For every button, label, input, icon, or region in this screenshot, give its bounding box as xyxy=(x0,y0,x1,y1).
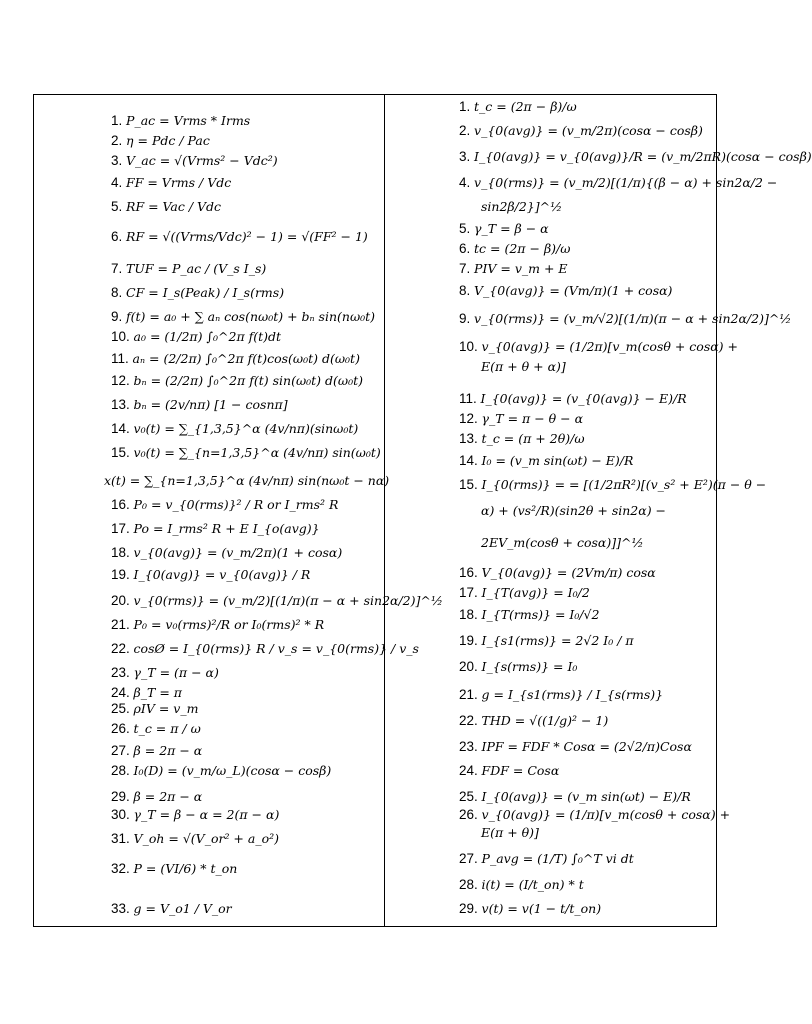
left-formula-33 xyxy=(111,861,237,877)
formula-number: 5. xyxy=(111,199,123,214)
formula-text: P_avg = (1/T) ∫₀^T vi dt xyxy=(481,851,634,866)
formula-text: I_{s(rms)} = I₀ xyxy=(481,659,578,674)
formula-number: 13. xyxy=(459,431,478,446)
formula-text: I₀ = (v_m sin(ωt) − E)/R xyxy=(481,453,634,468)
formula-text: P_ac = Vrms * Irms xyxy=(126,113,251,128)
left-formula-11 xyxy=(111,351,360,367)
formula-text: I_{0(rms)} = = [(1/2πR²)[(v_s² + E²)(π − θ − xyxy=(481,477,767,492)
formula-number: 12. xyxy=(459,411,478,426)
right-formula-17 xyxy=(459,477,766,493)
formula-text: v(t) = v(1 − t/t_on) xyxy=(481,901,602,916)
left-formula-1 xyxy=(111,113,250,129)
formula-text: ρIV = v_m xyxy=(133,701,199,716)
formula-number: 15. xyxy=(459,477,478,492)
formula-text: TUF = P_ac / (V_s I_s) xyxy=(126,261,267,276)
formula-text: γ_T = π − θ − α xyxy=(481,411,584,426)
formula-text: I_{0(avg)} = v_{0(avg)}/R = (v_m/2πR)(cosα − cosβ) xyxy=(474,149,812,164)
formula-number: 29. xyxy=(459,901,478,916)
left-formula-14 xyxy=(111,421,358,437)
right-formula-28 xyxy=(459,763,559,779)
formula-text: I_{0(avg)} = (v_m sin(ωt) − E)/R xyxy=(481,789,691,804)
right-formula-34 xyxy=(459,901,601,917)
left-formula-23 xyxy=(111,641,419,657)
formula-text: η = Pdc / Pac xyxy=(126,133,210,148)
right-formula-22 xyxy=(459,607,599,623)
formula-number: 19. xyxy=(459,633,478,648)
right-formula-29 xyxy=(459,789,691,805)
left-formula-25 xyxy=(111,685,182,701)
formula-number: 20. xyxy=(111,593,130,608)
left-formula-31 xyxy=(111,807,279,823)
right-formula-15 xyxy=(459,431,585,447)
formula-number: 26. xyxy=(459,807,478,822)
formula-number: 28. xyxy=(111,763,130,778)
formula-text: I_{s1(rms)} = 2√2 I₀ / π xyxy=(481,633,634,648)
formula-text: CF = I_s(Peak) / I_s(rms) xyxy=(126,285,285,300)
formula-number: 14. xyxy=(111,421,130,436)
right-formula-25 xyxy=(459,687,663,703)
formula-number: 16. xyxy=(111,497,130,512)
formula-text: tc = (2π − β)/ω xyxy=(474,241,571,256)
formula-number: 24. xyxy=(459,763,478,778)
formula-number: 3. xyxy=(111,153,123,168)
formula-text: I₀(D) = (v_m/ω_L)(cosα − cosβ) xyxy=(133,763,332,778)
formula-text: V_oh = √(V_or² + a_o²) xyxy=(133,831,279,846)
formula-number: 8. xyxy=(459,283,471,298)
formula-number: 11. xyxy=(459,391,477,406)
formula-text: cosØ = I_{0(rms)} R / v_s = v_{0(rms)} / v_s xyxy=(133,641,419,656)
formula-number: 23. xyxy=(459,739,478,754)
formula-number: 18. xyxy=(459,607,478,622)
formula-number: 31. xyxy=(111,831,130,846)
formula-number: 25. xyxy=(459,789,478,804)
formula-number: 30. xyxy=(111,807,130,822)
left-formula-29 xyxy=(111,763,331,779)
right-formula-1 xyxy=(459,99,577,115)
formula-text: γ_T = (π − α) xyxy=(133,665,219,680)
left-formula-17 xyxy=(111,497,338,513)
formula-number: 6. xyxy=(459,241,471,256)
formula-text: t_c = (π + 2θ)/ω xyxy=(481,431,585,446)
formula-number: 7. xyxy=(459,261,471,276)
formula-number: 15. xyxy=(111,445,130,460)
left-formula-18 xyxy=(111,521,320,537)
left-formula-24 xyxy=(111,665,219,681)
formula-text: P₀ = v₀(rms)²/R or I₀(rms)² * R xyxy=(133,617,325,632)
formula-number: 29. xyxy=(111,789,130,804)
right-formula-5 xyxy=(481,199,562,215)
right-formula-23 xyxy=(459,633,634,649)
formula-number: 12. xyxy=(111,373,130,388)
formula-text: 2EV_m(cosθ + cosα)]]^½ xyxy=(481,535,644,550)
formula-text: FDF = Cosα xyxy=(481,763,560,778)
right-formula-2 xyxy=(459,123,703,139)
formula-text: β = 2π − α xyxy=(133,743,203,758)
formula-text: aₙ = (2/2π) ∫₀^2π f(t)cos(ω₀t) d(ω₀t) xyxy=(132,351,360,366)
left-formula-28 xyxy=(111,743,202,759)
formula-text: FF = Vrms / Vdc xyxy=(126,175,232,190)
left-formula-34 xyxy=(111,901,232,917)
right-formula-26 xyxy=(459,713,608,729)
formula-number: 17. xyxy=(111,521,130,536)
formula-number: 6. xyxy=(111,229,123,244)
formula-number: 19. xyxy=(111,567,130,582)
formula-text: bₙ = (2v/nπ) [1 − cosnπ] xyxy=(133,397,288,412)
formula-text: β = 2π − α xyxy=(133,789,203,804)
formula-number: 20. xyxy=(459,659,478,674)
right-formula-7 xyxy=(459,241,570,257)
formula-text: v_{0(avg)} = (1/π)[v_m(cosθ + cosα) + xyxy=(481,807,731,822)
formula-sheet xyxy=(33,94,812,927)
left-formula-30 xyxy=(111,789,202,805)
formula-number: 26. xyxy=(111,721,130,736)
formula-text: g = V_o1 / V_or xyxy=(133,901,232,916)
left-formula-16 xyxy=(104,473,389,489)
right-formula-11 xyxy=(459,339,738,355)
formula-text: v_{0(avg)} = (1/2π)[v_m(cosθ + cosα) + xyxy=(481,339,739,354)
formula-text: x(t) = ∑_{n=1,3,5}^α (4v/nπ) sin(nω₀t − nα) xyxy=(104,473,390,488)
formula-number: 9. xyxy=(459,311,471,326)
formula-text: v_{0(avg)} = (v_m/2π)(cosα − cosβ) xyxy=(474,123,703,138)
formula-text: V_{0(avg)} = (2Vm/π) cosα xyxy=(481,565,656,580)
right-formula-4 xyxy=(459,175,777,191)
formula-number: 10. xyxy=(459,339,478,354)
formula-text: v₀(t) = ∑_{n=1,3,5}^α (4v/nπ) sin(ω₀t) xyxy=(133,445,381,460)
formula-number: 1. xyxy=(459,99,471,114)
formula-number: 22. xyxy=(111,641,130,656)
right-formula-13 xyxy=(459,391,687,407)
formula-text: E(π + θ)] xyxy=(481,825,539,840)
formula-text: I_{T(avg)} = I₀/2 xyxy=(481,585,590,600)
formula-text: E(π + θ + α)] xyxy=(481,359,566,374)
formula-text: g = I_{s1(rms)} / I_{s(rms)} xyxy=(481,687,664,702)
formula-number: 2. xyxy=(111,133,123,148)
formula-number: 21. xyxy=(459,687,478,702)
formula-number: 21. xyxy=(111,617,130,632)
left-formula-19 xyxy=(111,545,342,561)
formula-number: 13. xyxy=(111,397,130,412)
formula-number: 5. xyxy=(459,221,471,236)
formula-text: v₀(t) = ∑_{1,3,5}^α (4v/nπ)(sinω₀t) xyxy=(133,421,359,436)
formula-text: I_{0(avg)} = v_{0(avg)} / R xyxy=(133,567,311,582)
formula-number: 4. xyxy=(459,175,471,190)
left-column xyxy=(34,95,443,926)
formula-text: i(t) = (I/t_on) * t xyxy=(481,877,584,892)
left-formula-27 xyxy=(111,721,201,737)
formula-text: γ_T = β − α = 2(π − α) xyxy=(133,807,280,822)
right-formula-12 xyxy=(481,359,566,375)
formula-number: 28. xyxy=(459,877,478,892)
formula-text: t_c = π / ω xyxy=(133,721,201,736)
right-formula-6 xyxy=(459,221,549,237)
formula-number: 1. xyxy=(111,113,123,128)
left-formula-9 xyxy=(111,309,375,325)
right-formula-18 xyxy=(481,503,666,519)
left-formula-4 xyxy=(111,175,231,191)
left-formula-10 xyxy=(111,329,281,345)
formula-text: γ_T = β − α xyxy=(474,221,549,236)
formula-text: α) + (vs²/R)(sin2θ + sin2α) − xyxy=(481,503,667,518)
formula-number: 17. xyxy=(459,585,478,600)
formula-text: P = (VI/6) * t_on xyxy=(133,861,238,876)
formula-number: 8. xyxy=(111,285,123,300)
left-formula-2 xyxy=(111,133,210,149)
right-formula-31 xyxy=(481,825,539,841)
formula-number: 25. xyxy=(111,701,130,716)
formula-number: 3. xyxy=(459,149,471,164)
formula-number: 7. xyxy=(111,261,123,276)
formula-number: 14. xyxy=(459,453,478,468)
formula-text: RF = √((Vrms/Vdc)² − 1) = √(FF² − 1) xyxy=(126,229,368,244)
left-formula-20 xyxy=(111,567,310,583)
formula-text: V_{0(avg)} = (Vm/π)(1 + cosα) xyxy=(474,283,673,298)
formula-number: 22. xyxy=(459,713,478,728)
formula-text: v_{0(rms)} = (v_m/2)[(1/π)(π − α + sin2α/2)]^½ xyxy=(133,593,443,608)
formula-text: a₀ = (1/2π) ∫₀^2π f(t)dt xyxy=(133,329,282,344)
formula-text: P₀ = v_{0(rms)}² / R or I_rms² R xyxy=(133,497,339,512)
left-formula-32 xyxy=(111,831,279,847)
formula-number: 33. xyxy=(111,901,130,916)
formula-number: 27. xyxy=(111,743,130,758)
right-formula-27 xyxy=(459,739,692,755)
formula-number: 11. xyxy=(111,351,129,366)
formula-text: β_T = π xyxy=(133,685,182,700)
formula-text: bₙ = (2/2π) ∫₀^2π f(t) sin(ω₀t) d(ω₀t) xyxy=(133,373,364,388)
formula-text: v_{0(rms)} = (v_m/2)[(1/π){(β − α) + sin2α/2 − xyxy=(474,175,778,190)
formula-number: 32. xyxy=(111,861,130,876)
formula-number: 9. xyxy=(111,309,123,324)
right-formula-8 xyxy=(459,261,568,277)
right-formula-14 xyxy=(459,411,583,427)
formula-number: 24. xyxy=(111,685,130,700)
formula-text: IPF = FDF * Cosα = (2√2/π)Cosα xyxy=(481,739,692,754)
left-formula-13 xyxy=(111,397,288,413)
formula-number: 10. xyxy=(111,329,130,344)
formula-text: f(t) = a₀ + ∑ aₙ cos(nω₀t) + bₙ sin(nω₀t) xyxy=(126,309,376,324)
formula-number: 4. xyxy=(111,175,123,190)
right-formula-30 xyxy=(459,807,730,823)
formula-number: 18. xyxy=(111,545,130,560)
formula-text: sin2β/2}]^½ xyxy=(481,199,563,214)
formula-text: V_ac = √(Vrms² − Vdc²) xyxy=(126,153,278,168)
right-formula-9 xyxy=(459,283,672,299)
left-formula-8 xyxy=(111,285,284,301)
left-formula-5 xyxy=(111,199,221,215)
formula-text: v_{0(rms)} = (v_m/√2)[(1/π)(π − α + sin2α/2)]^½ xyxy=(474,311,792,326)
formula-number: 16. xyxy=(459,565,478,580)
right-formula-33 xyxy=(459,877,584,893)
formula-text: PIV = v_m + E xyxy=(474,261,568,276)
formula-text: v_{0(avg)} = (v_m/2π)(1 + cosα) xyxy=(133,545,343,560)
formula-text: RF = Vac / Vdc xyxy=(126,199,222,214)
formula-number: 23. xyxy=(111,665,130,680)
right-formula-19 xyxy=(481,535,644,551)
formula-text: t_c = (2π − β)/ω xyxy=(474,99,577,114)
formula-text: THD = √((1/g)² − 1) xyxy=(481,713,609,728)
right-formula-16 xyxy=(459,453,633,469)
right-formula-32 xyxy=(459,851,634,867)
right-formula-21 xyxy=(459,585,590,601)
formula-text: I_{0(avg)} = (v_{0(avg)} − E)/R xyxy=(480,391,687,406)
left-formula-26 xyxy=(111,701,198,717)
left-formula-12 xyxy=(111,373,363,389)
right-formula-10 xyxy=(459,311,791,327)
right-formula-3 xyxy=(459,149,812,165)
formula-number: 27. xyxy=(459,851,478,866)
right-column xyxy=(385,95,812,926)
left-formula-15 xyxy=(111,445,381,461)
right-formula-20 xyxy=(459,565,656,581)
right-formula-24 xyxy=(459,659,577,675)
formula-text: I_{T(rms)} = I₀/√2 xyxy=(481,607,600,622)
formula-number: 2. xyxy=(459,123,471,138)
left-formula-22 xyxy=(111,617,324,633)
left-formula-3 xyxy=(111,153,278,169)
left-formula-6 xyxy=(111,229,368,245)
left-formula-7 xyxy=(111,261,266,277)
formula-text: Po = I_rms² R + E I_{o(avg)} xyxy=(133,521,320,536)
